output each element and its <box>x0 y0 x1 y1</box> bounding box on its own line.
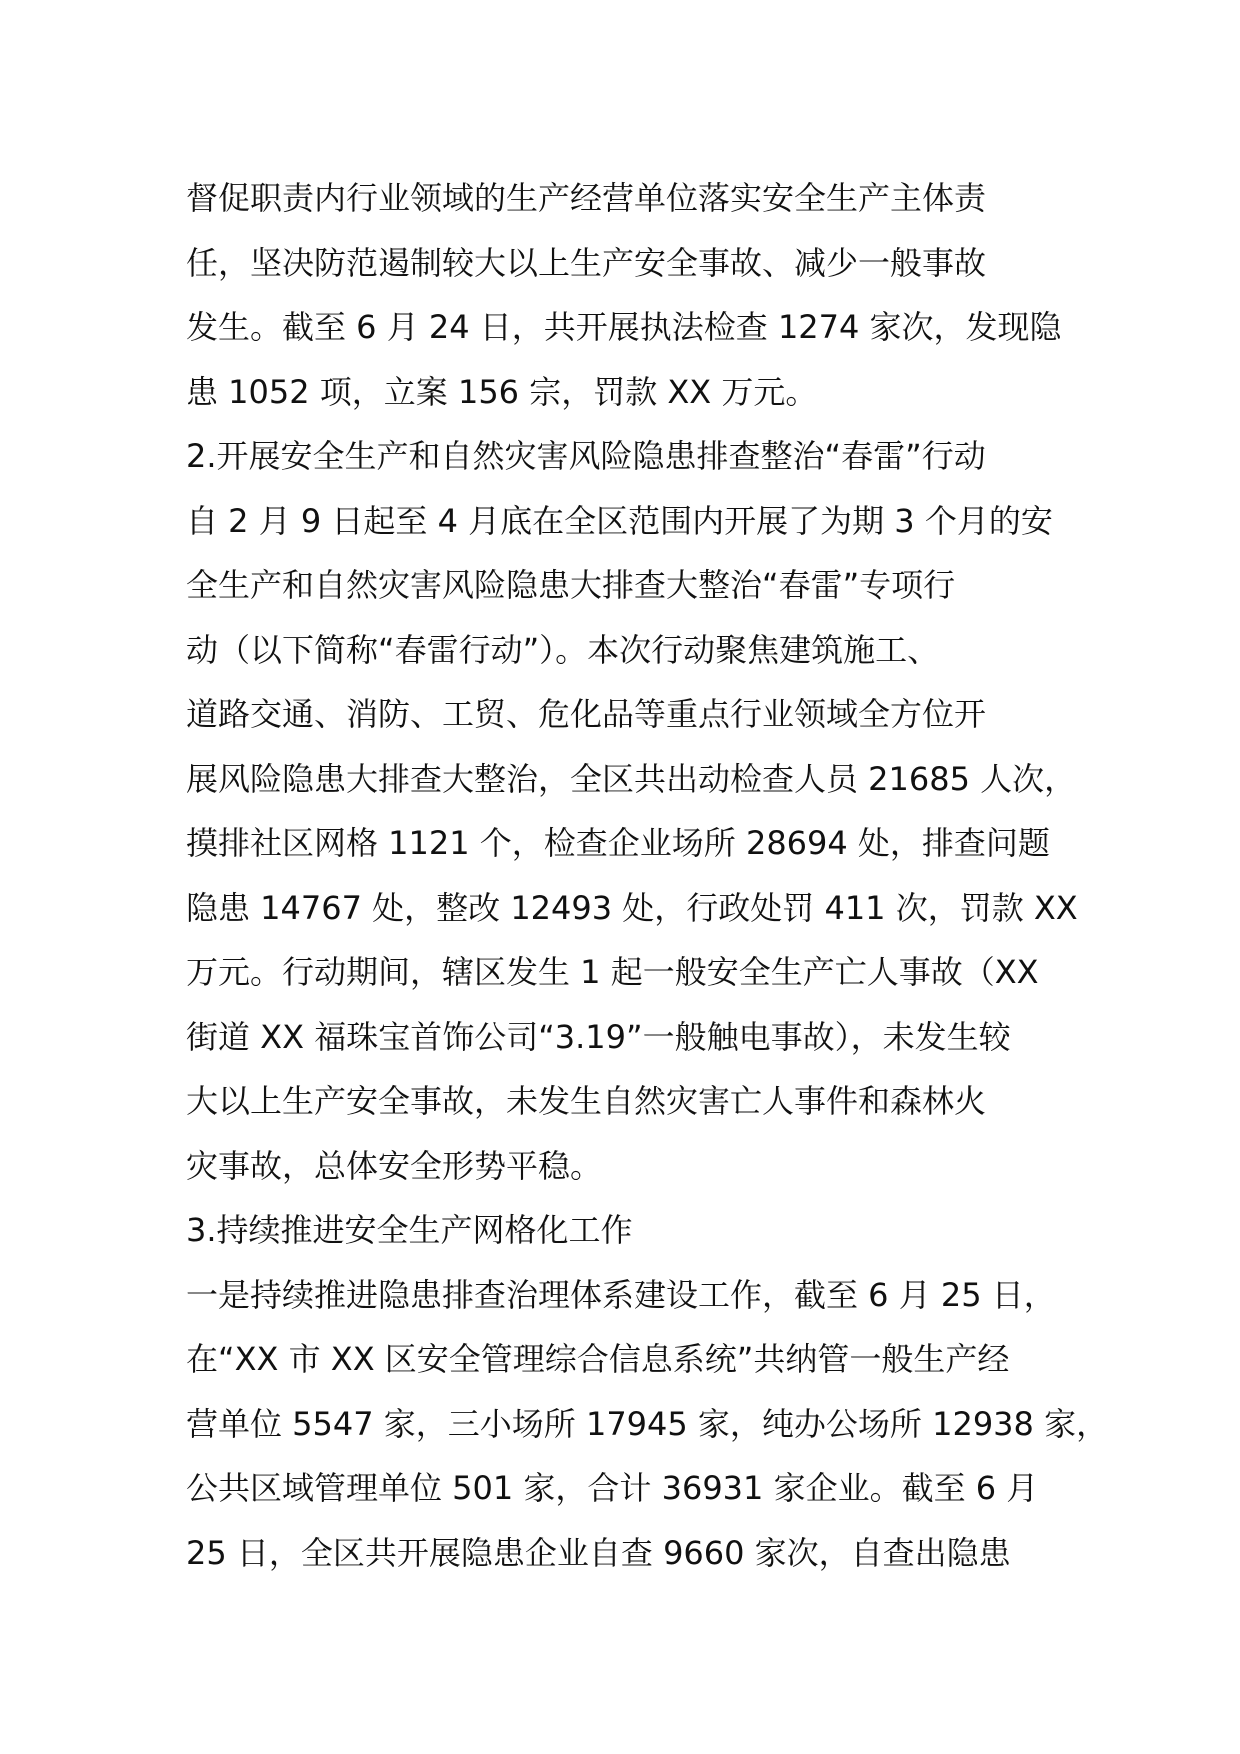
text-line: 灾事故，总体安全形势平稳。 <box>186 1146 603 1185</box>
text-line: 街道 XX 福珠宝首饰公司“3.19”一般触电事故），未发生较 <box>186 1017 1011 1056</box>
text-line: 自 2 月 9 日起至 4 月底在全区范围内开展了为期 3 个月的安 <box>186 501 1053 540</box>
text-line: 动（以下简称“春雷行动”）。本次行动聚焦建筑施工、 <box>186 630 940 669</box>
text-line: 营单位 5547 家，三小场所 17945 家，纯办公场所 12938 家， <box>186 1404 1109 1443</box>
text-line: 发生。截至 6 月 24 日，共开展执法检查 1274 家次，发现隐 <box>186 308 1062 346</box>
section-heading: 2.开展安全生产和自然灾害风险隐患排查整治“春雷”行动 <box>186 437 986 475</box>
text-line: 大以上生产安全事故，未发生自然灾害亡人事件和森林火 <box>186 1082 987 1120</box>
text-line: 督促职责内行业领域的生产经营单位落实安全生产主体责 <box>186 179 987 217</box>
text-line: 在“XX 市 XX 区安全管理综合信息系统”共纳管一般生产经 <box>186 1340 1010 1378</box>
text-line: 展风险隐患大排查大整治，全区共出动检查人员 21685 人次， <box>186 759 1077 798</box>
text-line: 道路交通、消防、工贸、危化品等重点行业领域全方位开 <box>186 695 987 733</box>
text-line: 任，坚决防范遏制较大以上生产安全事故、减少一般事故 <box>186 243 987 282</box>
text-line: 患 1052 项，立案 156 宗，罚款 XX 万元。 <box>186 372 818 411</box>
text-line: 公共区域管理单位 501 家，合计 36931 家企业。截至 6 月 <box>186 1469 1039 1507</box>
text-line: 25 日，全区共开展隐患企业自查 9660 家次，自查出隐患 <box>186 1533 1011 1572</box>
text-line: 万元。行动期间，辖区发生 1 起一般安全生产亡人事故（XX <box>186 953 1039 991</box>
document-body <box>186 166 1109 1585</box>
text-line: 一是持续推进隐患排查治理体系建设工作，截至 6 月 25 日， <box>186 1275 1056 1314</box>
text-line: 摸排社区网格 1121 个，检查企业场所 28694 处，排查问题 <box>186 824 1050 862</box>
text-line: 隐患 14767 处，整改 12493 处，行政处罚 411 次，罚款 XX <box>186 888 1078 927</box>
section-heading: 3.持续推进安全生产网格化工作 <box>186 1211 633 1249</box>
text-line: 全生产和自然灾害风险隐患大排查大整治“春雷”专项行 <box>186 566 956 604</box>
